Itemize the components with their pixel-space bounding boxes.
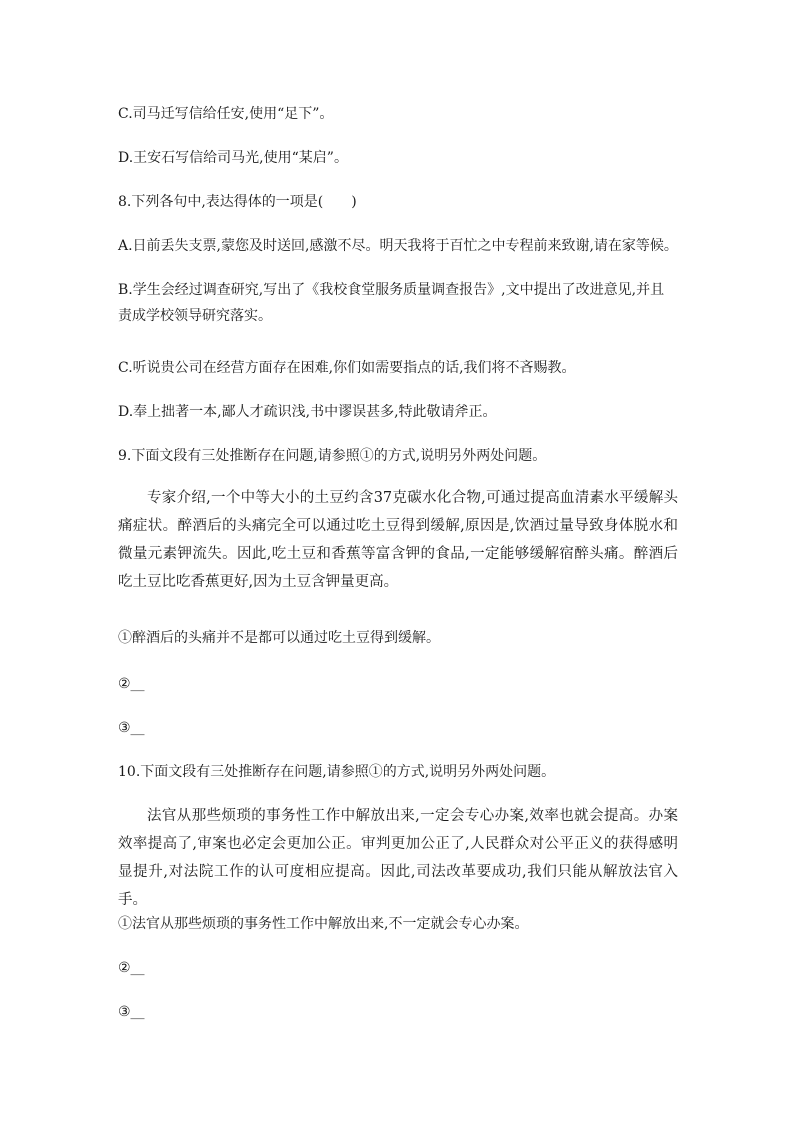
q8-stem: 8.下列各句中,表达得体的一项是( ) xyxy=(118,194,357,210)
q8-option-a: A.日前丢失支票,蒙您及时送回,感激不尽。明天我将于百忙之中专程前来致谢,请在家等候。 xyxy=(118,238,678,254)
q9-answer-3: ③__ xyxy=(118,720,145,736)
q10-answer-3: ③__ xyxy=(118,1004,145,1020)
q8-option-d: D.奉上拙著一本,鄙人才疏识浅,书中谬误甚多,特此敬请斧正。 xyxy=(118,404,497,420)
q10-answer-1: ①法官从那些烦琐的事务性工作中解放出来,不一定就会专心办案。 xyxy=(118,916,529,932)
q10-passage: 法官从那些烦琐的事务性工作中解放出来,一定会专心办案,效率也就会提高。办案效率提高了,审案也必定会更加公正。审判更加公正了,人民群众对公平正义的获得感明显提升,对法院工作的认可度相应提高。因此,司法改革要成功,我们只能从解放法官入手。 xyxy=(118,808,678,908)
q9-passage: 专家介绍,一个中等大小的土豆约含37克碳水化合物,可通过提高血清素水平缓解头痛症状。醉酒后的头痛完全可以通过吃土豆得到缓解,原因是,饮酒过量导致身体脱水和微量元素钾流失。因此,吃土豆和香蕉等富含钾的食品,一定能够缓解宿醉头痛。醉酒后吃土豆比吃香蕉更好,因为土豆含钾量更高。 xyxy=(118,490,678,590)
q9-stem: 9.下面文段有三处推断存在问题,请参照①的方式,说明另外两处问题。 xyxy=(118,448,547,464)
q7-option-c: C.司马迁写信给任安,使用“足下”。 xyxy=(118,106,334,122)
q10-answer-2: ②__ xyxy=(118,960,145,976)
q8-option-b: B.学生会经过调查研究,写出了《我校食堂服务质量调查报告》,文中提出了改进意见,并且责成学校领导研究落实。 xyxy=(118,282,665,324)
q9-answer-1: ①醉酒后的头痛并不是都可以通过吃土豆得到缓解。 xyxy=(118,630,440,646)
q8-option-c: C.听说贵公司在经营方面存在困难,你们如需要指点的话,我们将不吝赐教。 xyxy=(118,360,576,376)
q7-option-d: D.王安石写信给司马光,使用“某启”。 xyxy=(118,150,348,166)
q10-stem: 10.下面文段有三处推断存在问题,请参照①的方式,说明另外两处问题。 xyxy=(118,764,556,780)
q9-answer-2: ②__ xyxy=(118,676,145,692)
